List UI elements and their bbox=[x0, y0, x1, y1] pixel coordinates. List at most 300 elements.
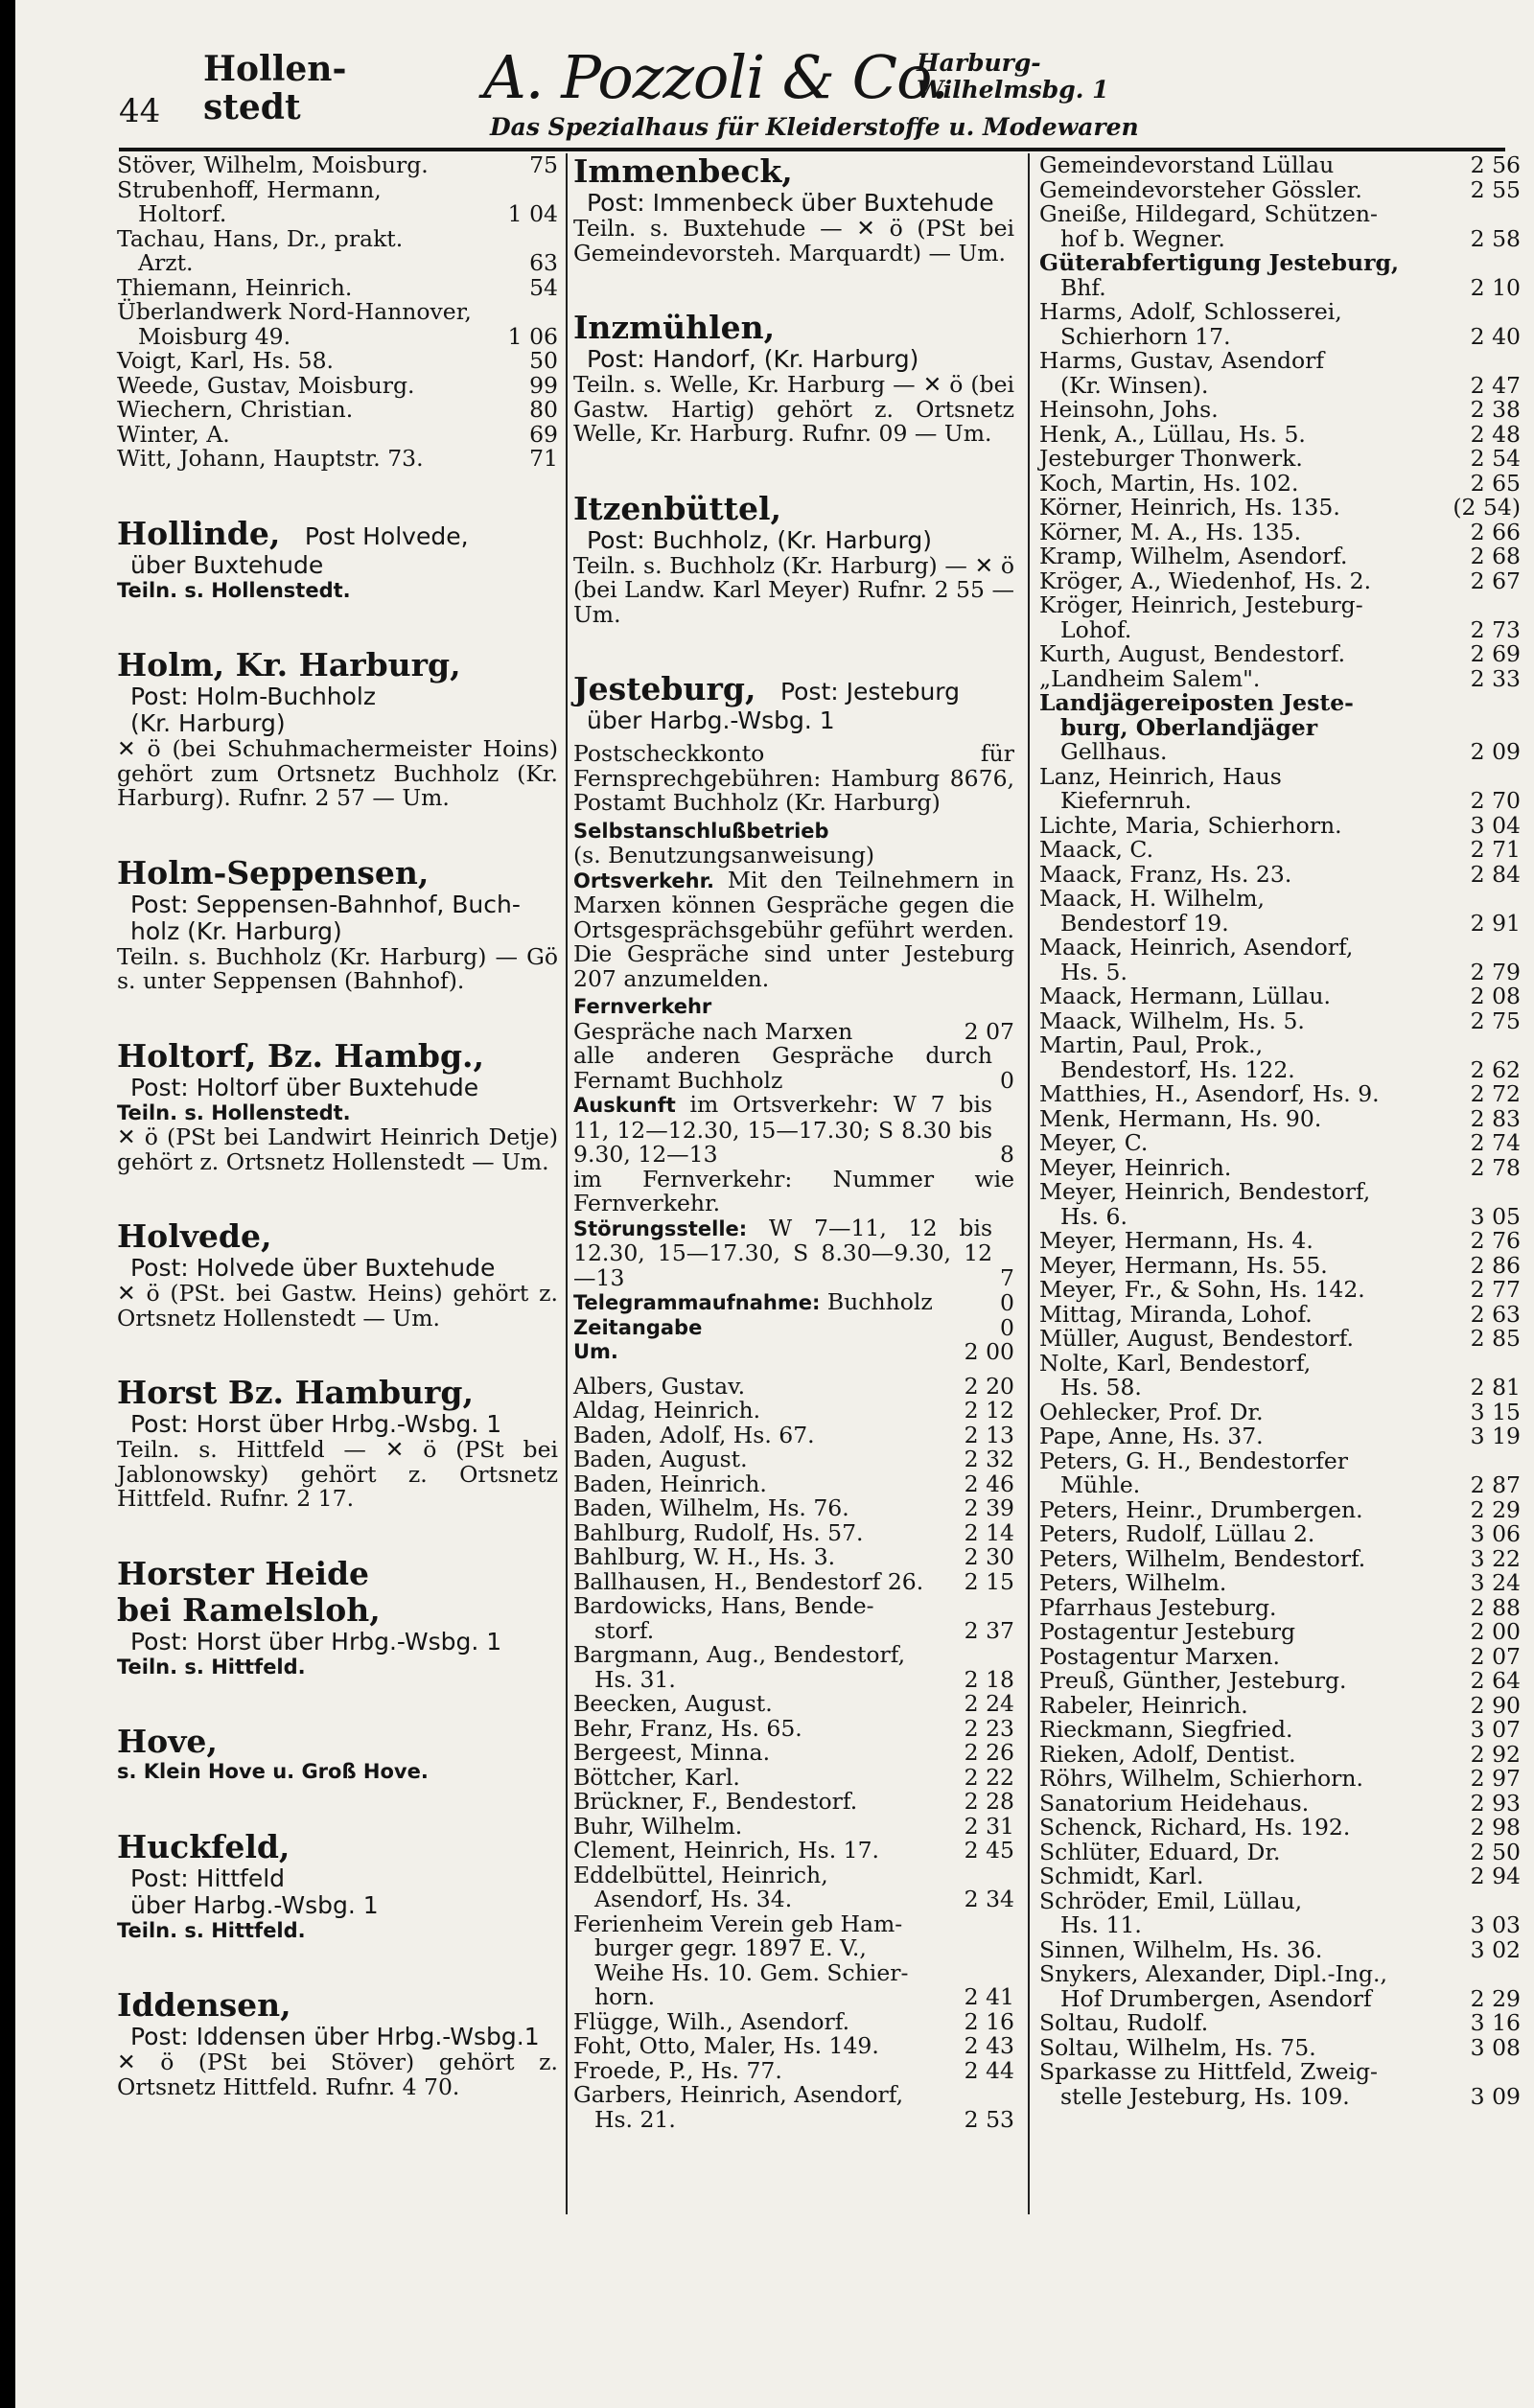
subscriber-name: Wiechern, Christian. bbox=[117, 396, 354, 423]
subscriber-name: Soltau, Wilhelm, Hs. 75. bbox=[1039, 2033, 1316, 2061]
subscriber-name: Schröder, Emil, Lüllau, bbox=[1039, 1887, 1303, 1914]
subscriber-name: Peters, Heinr., Drumbergen. bbox=[1039, 1495, 1363, 1523]
subscriber-entry bbox=[573, 1421, 1014, 1448]
subscriber-name: Matthies, H., Asendorf, Hs. 9. bbox=[1039, 1080, 1380, 1107]
phone-number: 2 74 bbox=[1470, 1129, 1521, 1156]
subscriber-name: Kramp, Wilhelm, Asendorf. bbox=[1039, 543, 1348, 569]
subscriber-name: Rabeler, Heinrich. bbox=[1039, 1691, 1248, 1719]
subscriber-entry bbox=[573, 2083, 1014, 2132]
subscriber-entry bbox=[1039, 811, 1521, 839]
phone-number: 2 10 bbox=[1470, 273, 1521, 301]
subscriber-name: Ballhausen, H., Bendestorf 26. bbox=[573, 1567, 924, 1595]
exchange-note: Teiln. s. Buchholz (Kr. Harburg) — Gö s. unter Seppensen (Bahnhof). bbox=[117, 942, 558, 994]
subscriber-entry bbox=[1039, 1300, 1521, 1328]
exchange-note: ✕ ö (PSt bei Landwirt Heinrich Detje) gehört z. Ortsnetz Hollenstedt — Um. bbox=[117, 1123, 558, 1175]
post-info-2: über Harbg.-Wsbg. 1 bbox=[130, 1890, 379, 1919]
subscriber-entry bbox=[573, 1692, 1014, 1717]
subscriber-name: Eddelbüttel, Heinrich, bbox=[573, 1861, 828, 1888]
subscriber-entry bbox=[573, 1763, 1014, 1791]
subscriber-name: Tachau, Hans, Dr., prakt. bbox=[117, 224, 404, 252]
subscriber-entry bbox=[117, 224, 558, 276]
subscriber-entry bbox=[1039, 1349, 1521, 1401]
subscriber-entry bbox=[1039, 1278, 1521, 1303]
place-line-1: Hollen- bbox=[203, 49, 347, 89]
phone-number: 2 32 bbox=[964, 1446, 1014, 1472]
subscriber-entry bbox=[573, 1372, 1014, 1400]
advert-brand: A. Pozzoli & Co. bbox=[483, 42, 949, 112]
phone-number: 3 22 bbox=[1470, 1544, 1521, 1572]
advert-tagline: Das Spezialhaus für Kleiderstoffe u. Modewaren bbox=[490, 113, 1139, 141]
subscriber-entry bbox=[573, 1545, 1014, 1570]
subscriber-entry bbox=[1039, 1691, 1521, 1719]
exchange-note: ✕ ö (PSt. bei Gastw. Heins) gehört z. Ortsnetz Hollenstedt — Um. bbox=[117, 1280, 558, 1331]
subscriber-entry bbox=[1039, 175, 1521, 203]
subscriber-entry bbox=[1039, 593, 1521, 642]
post-info-2: über Harbg.-Wsbg. 1 bbox=[587, 706, 835, 734]
post-info-2: über Buxtehude bbox=[130, 550, 324, 579]
advert-address-line-1: Harburg- bbox=[917, 49, 1041, 77]
advert-address-line-2: Wilhelmsbg. 1 bbox=[917, 76, 1109, 104]
entry-holvede bbox=[117, 1218, 558, 1331]
phone-number: 2 98 bbox=[1470, 1814, 1521, 1841]
subscriber-name: Behr, Franz, Hs. 65. bbox=[573, 1714, 802, 1742]
subscriber-name: Mittag, Miranda, Lohof. bbox=[1039, 1300, 1313, 1328]
phone-number: 2 85 bbox=[1470, 1325, 1521, 1352]
column-divider-2 bbox=[1028, 153, 1030, 2214]
subscriber-entry bbox=[1039, 1449, 1521, 1498]
post-info: Post: Holtorf über Buxtehude bbox=[130, 1073, 479, 1101]
subscriber-name: Hs. 21. bbox=[594, 2105, 676, 2133]
subscriber-name: Sparkasse zu Hittfeld, Zweig- bbox=[1039, 2058, 1378, 2085]
subscriber-name: Böttcher, Karl. bbox=[573, 1763, 740, 1791]
phone-number: 2 58 bbox=[1470, 224, 1521, 252]
subscriber-name: Hof Drumbergen, Asendorf bbox=[1060, 1984, 1372, 2012]
subscriber-note: Teiln. s. Hittfeld. bbox=[117, 1655, 306, 1679]
subscriber-entry bbox=[117, 273, 558, 301]
phone-number: 2 62 bbox=[1470, 1055, 1521, 1083]
subscriber-name: Heinsohn, Johs. bbox=[1039, 396, 1219, 423]
zeitangabe-row: Zeitangabe 0 bbox=[573, 1313, 1014, 1341]
subscriber-entry bbox=[1039, 569, 1521, 594]
subscriber-name: Kröger, A., Wiedenhof, Hs. 2. bbox=[1039, 567, 1372, 594]
subscriber-name: Witt, Johann, Hauptstr. 73. bbox=[117, 445, 424, 472]
place-name: Iddensen, bbox=[117, 1986, 291, 2024]
subscriber-name: Müller, August, Bendestorf. bbox=[1039, 1325, 1354, 1352]
subscriber-entry bbox=[1039, 838, 1521, 863]
phone-number: 2 26 bbox=[964, 1739, 1014, 1766]
subscriber-name: Körner, Heinrich, Hs. 135. bbox=[1039, 494, 1340, 521]
subscriber-name: burg, Oberlandjäger bbox=[1060, 713, 1318, 741]
phone-number: 99 bbox=[529, 371, 558, 399]
phone-number: 2 53 bbox=[964, 2105, 1014, 2133]
phone-number: 71 bbox=[529, 445, 558, 472]
subscriber-entry bbox=[573, 1594, 1014, 1643]
phone-number: 80 bbox=[529, 396, 558, 423]
subscriber-entry bbox=[1039, 1740, 1521, 1768]
phone-number: 3 02 bbox=[1470, 1935, 1521, 1963]
phone-number: 3 24 bbox=[1470, 1569, 1521, 1596]
subscriber-name: Kurth, August, Bendestorf. bbox=[1039, 640, 1346, 667]
subscriber-entry bbox=[1039, 1642, 1521, 1670]
exchange-note: ✕ ö (bei Schuhmachermeister Hoins) gehört zum Ortsnetz Buchholz (Kr. Harburg). Rufnr. 2 57 — Um. bbox=[117, 735, 558, 811]
phone-number: 2 43 bbox=[964, 2032, 1014, 2059]
subscriber-name: Lohof. bbox=[1060, 615, 1132, 643]
subscriber-entry bbox=[573, 1839, 1014, 1864]
subscriber-entry bbox=[1039, 1229, 1521, 1254]
subscriber-name: Pfarrhaus Jesteburg. bbox=[1039, 1593, 1277, 1621]
subscriber-name: Beecken, August. bbox=[573, 1690, 773, 1717]
phone-number: 2 28 bbox=[964, 1788, 1014, 1815]
subscriber-name: Kröger, Heinrich, Jesteburg- bbox=[1039, 591, 1363, 618]
subscriber-name: Strubenhoff, Hermann, bbox=[117, 175, 382, 203]
phone-number: 3 07 bbox=[1470, 1716, 1521, 1743]
subscriber-entry bbox=[573, 1518, 1014, 1546]
column-divider-1 bbox=[566, 153, 568, 2214]
selbstanschluss-text: (s. Benutzungsanweisung) bbox=[573, 842, 875, 868]
phone-number: 2 90 bbox=[1470, 1691, 1521, 1719]
subscriber-name: Martin, Paul, Prok., bbox=[1039, 1031, 1264, 1058]
phone-number: 2 23 bbox=[964, 1714, 1014, 1742]
um-row: Um. 2 00 bbox=[573, 1338, 1014, 1365]
fernverkehr-title: Fernverkehr bbox=[573, 995, 712, 1018]
place-heading bbox=[203, 50, 346, 127]
phone-number: 2 69 bbox=[1470, 640, 1521, 667]
subscriber-entry bbox=[573, 2056, 1014, 2084]
phone-number: 2 56 bbox=[1470, 151, 1521, 178]
subscriber-entry bbox=[1039, 1153, 1521, 1181]
subscriber-name: Rieken, Adolf, Dentist. bbox=[1039, 1740, 1296, 1768]
phone-number: 2 55 bbox=[1470, 175, 1521, 203]
phone-number: 2 22 bbox=[964, 1763, 1014, 1791]
subscriber-name: Clement, Heinrich, Hs. 17. bbox=[573, 1837, 880, 1864]
subscriber-entry bbox=[573, 1790, 1014, 1815]
page-number: 44 bbox=[119, 92, 161, 130]
phone-number: 2 50 bbox=[1470, 1838, 1521, 1865]
subscriber-note: Teiln. s. Hollenstedt. bbox=[117, 1100, 351, 1124]
subscriber-name: Hs. 11. bbox=[1060, 1911, 1142, 1938]
phone-number: 63 bbox=[529, 249, 558, 276]
subscriber-name: Arzt. bbox=[138, 249, 194, 276]
entry-hove bbox=[117, 1724, 558, 1785]
post-info: Post: Holm-Buchholz bbox=[130, 683, 376, 710]
subscriber-entry bbox=[1039, 1571, 1521, 1596]
phone-number: 3 04 bbox=[1470, 811, 1521, 839]
subscriber-name: Meyer, C. bbox=[1039, 1129, 1149, 1156]
subscriber-name: Froede, P., Hs. 77. bbox=[573, 2056, 782, 2084]
phone-number: 2 33 bbox=[1470, 664, 1521, 692]
subscriber-name: Henk, A., Lüllau, Hs. 5. bbox=[1039, 420, 1306, 448]
stoerungsstelle-row: Störungsstelle: W 7—11, 12 bis 12.30, 15—17.30, S 8.30—9.30, 12—13 7 bbox=[573, 1214, 1014, 1291]
subscriber-name: Garbers, Heinrich, Asendorf, bbox=[573, 2081, 904, 2108]
phone-number: 2 75 bbox=[1470, 1007, 1521, 1034]
place-name: Immenbeck, bbox=[573, 152, 793, 190]
subscriber-entry bbox=[573, 1567, 1014, 1595]
phone-number: 2 93 bbox=[1470, 1789, 1521, 1817]
subscriber-name: (Kr. Winsen). bbox=[1060, 371, 1209, 399]
phone-number: 2 15 bbox=[964, 1567, 1014, 1595]
column-2 bbox=[573, 153, 1014, 2132]
place-name: Inzmühlen, bbox=[573, 309, 776, 346]
subscriber-name: burger gegr. 1897 E. V., bbox=[594, 1934, 867, 1961]
phone-number: 2 30 bbox=[964, 1543, 1014, 1570]
subscriber-entry bbox=[1039, 1180, 1521, 1229]
subscriber-entry bbox=[573, 1741, 1014, 1766]
subscriber-name: Aldag, Heinrich. bbox=[573, 1397, 761, 1424]
phone-number: 2 70 bbox=[1470, 787, 1521, 814]
phone-number: 2 46 bbox=[964, 1470, 1014, 1497]
phone-number: 2 79 bbox=[1470, 958, 1521, 985]
phone-number: 2 18 bbox=[964, 1665, 1014, 1693]
phone-number: 2 72 bbox=[1470, 1080, 1521, 1107]
subscriber-entry bbox=[1039, 1962, 1521, 2011]
subscriber-name: Postagentur Jesteburg bbox=[1039, 1618, 1296, 1645]
subscriber-entry bbox=[1039, 1251, 1521, 1279]
subscriber-name: Gemeindevorsteher Gössler. bbox=[1039, 175, 1362, 203]
subscriber-name: Baden, Adolf, Hs. 67. bbox=[573, 1421, 815, 1448]
subscriber-name: Körner, M. A., Hs. 135. bbox=[1039, 518, 1302, 545]
phone-number: 2 39 bbox=[964, 1494, 1014, 1521]
place-name: Hollinde, bbox=[117, 514, 281, 552]
phone-number: 2 84 bbox=[1470, 860, 1521, 888]
phone-number: 3 06 bbox=[1470, 1520, 1521, 1547]
subscriber-entry bbox=[1039, 1889, 1521, 1938]
subscriber-entry bbox=[573, 1912, 1014, 2010]
subscriber-name: Maack, Heinrich, Asendorf, bbox=[1039, 934, 1354, 961]
subscriber-entry bbox=[1039, 420, 1521, 448]
subscriber-name: Sinnen, Wilhelm, Hs. 36. bbox=[1039, 1935, 1323, 1963]
subscriber-entry bbox=[1039, 1935, 1521, 1963]
subscriber-name: Bahlburg, Rudolf, Hs. 57. bbox=[573, 1518, 864, 1546]
subscriber-name: Maack, Wilhelm, Hs. 5. bbox=[1039, 1007, 1305, 1034]
subscriber-entry bbox=[1039, 936, 1521, 984]
subscriber-name: Bendestorf 19. bbox=[1060, 909, 1229, 937]
post-info-2: (Kr. Harburg) bbox=[130, 709, 286, 737]
phone-number: 2 77 bbox=[1470, 1276, 1521, 1303]
phone-number: 2 20 bbox=[964, 1372, 1014, 1400]
fernverkehr-row-2: alle anderen Gespräche durch Fernamt Buchholz 0 bbox=[573, 1042, 1014, 1094]
subscriber-name: Sanatorium Heidehaus. bbox=[1039, 1789, 1310, 1817]
place-name: Huckfeld, bbox=[117, 1827, 291, 1865]
phone-number: 2 08 bbox=[1470, 983, 1521, 1009]
exchange-note: Teiln. s. Hittfeld — ✕ ö (PSt bei Jablonowsky) gehört z. Ortsnetz Hittfeld. Rufnr. 2 17. bbox=[117, 1436, 558, 1512]
subscriber-name: Lanz, Heinrich, Haus bbox=[1039, 762, 1282, 790]
subscriber-name: Maack, C. bbox=[1039, 836, 1154, 863]
subscriber-entry bbox=[1039, 1424, 1521, 1449]
phone-number: 2 94 bbox=[1470, 1863, 1521, 1889]
subscriber-name: Menk, Hermann, Hs. 90. bbox=[1039, 1104, 1322, 1132]
phone-number: 2 45 bbox=[964, 1837, 1014, 1864]
subscriber-name: Baden, August. bbox=[573, 1446, 748, 1472]
subscriber-name: Harms, Adolf, Schlosserei, bbox=[1039, 298, 1342, 325]
entry-holm-seppensen bbox=[117, 855, 558, 994]
subscriber-name: Ferienheim Verein geb Ham- bbox=[573, 1910, 903, 1937]
post-info: Post: Seppensen-Bahnhof, Buch- bbox=[130, 890, 521, 918]
subscriber-name: Bhf. bbox=[1060, 273, 1106, 301]
subscriber-name: Meyer, Hermann, Hs. 4. bbox=[1039, 1227, 1313, 1254]
subscriber-name: Schenck, Richard, Hs. 192. bbox=[1039, 1814, 1351, 1841]
subscriber-name: Peters, G. H., Bendestorfer bbox=[1039, 1447, 1349, 1474]
subscriber-entry bbox=[1039, 642, 1521, 667]
subscriber-entry bbox=[1039, 1718, 1521, 1743]
subscriber-entry bbox=[1039, 153, 1521, 178]
subscriber-entry bbox=[573, 1861, 1014, 1912]
phone-number: 2 00 bbox=[1470, 1618, 1521, 1645]
subscriber-name: Meyer, Hermann, Hs. 55. bbox=[1039, 1251, 1328, 1279]
subscriber-name: Bendestorf, Hs. 122. bbox=[1060, 1055, 1295, 1083]
subscriber-entry bbox=[1039, 1495, 1521, 1523]
phone-number: 3 05 bbox=[1470, 1202, 1521, 1230]
subscriber-name: Bahlburg, W. H., Hs. 3. bbox=[573, 1543, 836, 1570]
place-name: Holm-Seppensen, bbox=[117, 853, 430, 891]
subscriber-name: Weihe Hs. 10. Gem. Schier- bbox=[594, 1958, 909, 1986]
subscriber-name: Koch, Martin, Hs. 102. bbox=[1039, 469, 1299, 497]
phone-number: 50 bbox=[529, 347, 558, 374]
entry-huckfeld bbox=[117, 1829, 558, 1944]
entry-hollinde bbox=[117, 516, 558, 604]
subscriber-name: Stöver, Wilhelm, Moisburg. bbox=[117, 151, 429, 178]
phone-number: 3 16 bbox=[1470, 2009, 1521, 2036]
entry-horster-heide bbox=[117, 1556, 558, 1680]
subscriber-name: Röhrs, Wilhelm, Schierhorn. bbox=[1039, 1765, 1363, 1792]
subscriber-entry bbox=[1039, 349, 1521, 398]
auskunft-row: Auskunft im Ortsverkehr: W 7 bis 11, 12—12.30, 15—17.30; S 8.30 bis 9.30, 12—13 8 bbox=[573, 1091, 1014, 1168]
subscriber-name: Güterabfertigung Jesteburg, bbox=[1039, 249, 1400, 276]
phone-number: 54 bbox=[529, 273, 558, 301]
subscriber-entry bbox=[1039, 1544, 1521, 1572]
jesteburg-subscribers-continued bbox=[1039, 153, 1521, 2109]
subscriber-name: Maack, Hermann, Lüllau. bbox=[1039, 983, 1331, 1009]
subscriber-entry bbox=[1039, 544, 1521, 569]
postscheck-note: Postscheckkonto für Fernsprechgebühren: Hamburg 8676, Postamt Buchholz (Kr. Harburg) bbox=[573, 740, 1014, 816]
phone-number: 3 09 bbox=[1470, 2082, 1521, 2110]
subscriber-name: Meyer, Heinrich, Bendestorf, bbox=[1039, 1178, 1371, 1205]
subscriber-name: horn. bbox=[594, 1983, 656, 2010]
subscriber-entry bbox=[1039, 1082, 1521, 1107]
entry-horst bbox=[117, 1375, 558, 1512]
subscriber-entry bbox=[573, 1447, 1014, 1472]
subscriber-name: Flügge, Wilh., Asendorf. bbox=[573, 2007, 850, 2035]
subscriber-entry bbox=[573, 2034, 1014, 2059]
subscriber-name: Baden, Heinrich. bbox=[573, 1470, 767, 1497]
subscriber-entry bbox=[1039, 2033, 1521, 2061]
subscriber-entry bbox=[1039, 691, 1521, 765]
phone-number: 2 68 bbox=[1470, 543, 1521, 569]
place-name: Itzenbüttel, bbox=[573, 489, 781, 527]
phone-number: 2 76 bbox=[1470, 1227, 1521, 1254]
subscriber-entry bbox=[1039, 202, 1521, 251]
subscriber-name: storf. bbox=[594, 1616, 655, 1644]
subscriber-entry bbox=[117, 153, 558, 178]
hollenstedt-subscribers bbox=[117, 153, 558, 472]
subscriber-entry bbox=[1039, 469, 1521, 497]
subscriber-entry bbox=[1039, 1789, 1521, 1817]
phone-number: 2 91 bbox=[1470, 909, 1521, 937]
place-line-2: stedt bbox=[203, 87, 301, 127]
post-info: Post: Hittfeld bbox=[130, 1864, 286, 1892]
phone-number: 3 19 bbox=[1470, 1423, 1521, 1449]
column-1 bbox=[117, 153, 558, 2099]
subscriber-name: Winter, A. bbox=[117, 420, 230, 448]
subscriber-name: Jesteburger Thonwerk. bbox=[1039, 445, 1303, 472]
subscriber-entry bbox=[1039, 1620, 1521, 1645]
subscriber-name: Meyer, Fr., & Sohn, Hs. 142. bbox=[1039, 1276, 1365, 1303]
advert-address bbox=[917, 50, 1109, 104]
subscriber-name: Baden, Wilhelm, Hs. 76. bbox=[573, 1494, 849, 1521]
subscriber-name: Hs. 6. bbox=[1060, 1202, 1127, 1230]
subscriber-entry bbox=[1039, 762, 1521, 814]
subscriber-name: Nolte, Karl, Bendestorf, bbox=[1039, 1349, 1312, 1377]
subscriber-name: Mühle. bbox=[1060, 1471, 1141, 1498]
subscriber-entry bbox=[1039, 1864, 1521, 1889]
subscriber-entry bbox=[117, 371, 558, 399]
subscriber-name: Hs. 58. bbox=[1060, 1374, 1142, 1401]
subscriber-name: Überlandwerk Nord-Hannover, bbox=[117, 298, 472, 325]
subscriber-name: Moisburg 49. bbox=[138, 322, 291, 350]
subscriber-name: Oehlecker, Prof. Dr. bbox=[1039, 1398, 1264, 1425]
phone-number: 2 47 bbox=[1470, 371, 1521, 399]
phone-number: 2 88 bbox=[1470, 1593, 1521, 1621]
subscriber-entry bbox=[1039, 1669, 1521, 1694]
post-info: Post: Holvede über Buxtehude bbox=[130, 1254, 496, 1282]
subscriber-name: Pape, Anne, Hs. 37. bbox=[1039, 1423, 1264, 1449]
phone-number: 2 65 bbox=[1470, 469, 1521, 497]
subscriber-name: Kiefernruh. bbox=[1060, 787, 1192, 814]
place-name: Jesteburg, bbox=[573, 670, 756, 707]
exchange-note: Teiln. s. Hollenstedt. bbox=[117, 578, 351, 602]
subscriber-name: Gneiße, Hildegard, Schützen- bbox=[1039, 200, 1378, 227]
entry-iddensen bbox=[117, 1987, 558, 2099]
subscriber-entry bbox=[1039, 518, 1521, 545]
subscriber-name: Preuß, Günther, Jesteburg. bbox=[1039, 1667, 1347, 1694]
phone-number: 1 06 bbox=[507, 322, 558, 350]
place-name-2: bei Ramelsloh, bbox=[117, 1590, 381, 1629]
subscriber-name: Soltau, Rudolf. bbox=[1039, 2009, 1209, 2036]
subscriber-entry bbox=[573, 2007, 1014, 2035]
subscriber-name: Bardowicks, Hans, Bende- bbox=[573, 1592, 874, 1619]
subscriber-name: Gemeindevorstand Lüllau bbox=[1039, 151, 1335, 178]
phone-number: 2 09 bbox=[1470, 738, 1521, 765]
subscriber-entry bbox=[1039, 664, 1521, 692]
phone-number: 2 63 bbox=[1470, 1300, 1521, 1328]
subscriber-entry bbox=[117, 175, 558, 227]
entry-holm bbox=[117, 647, 558, 811]
subscriber-entry bbox=[1039, 1131, 1521, 1156]
phone-number: (2 54) bbox=[1453, 494, 1521, 521]
subscriber-name: Meyer, Heinrich. bbox=[1039, 1153, 1232, 1181]
subscriber-entry bbox=[573, 1643, 1014, 1692]
place-name: Holvede, bbox=[117, 1217, 272, 1255]
subscriber-entry bbox=[1039, 1767, 1521, 1792]
ortsverkehr-text: Mit den Teilnehmern in Marxen können Gespräche gegen die Ortsgesprächsgebühr geführt werden. Die Gespräche sind unter Jesteburg 207 anzumelden. bbox=[573, 866, 1014, 992]
subscriber-entry bbox=[1039, 398, 1521, 423]
phone-number: 2 92 bbox=[1470, 1740, 1521, 1768]
subscriber-entry bbox=[1039, 496, 1521, 521]
subscriber-entry bbox=[573, 1714, 1014, 1742]
subscriber-name: Buhr, Wilhelm. bbox=[573, 1812, 743, 1840]
jesteburg-subscribers bbox=[573, 1372, 1014, 2133]
subscriber-name: Harms, Gustav, Asendorf bbox=[1039, 347, 1325, 374]
subscriber-name: Weede, Gustav, Moisburg. bbox=[117, 371, 415, 399]
entry-inzmuehlen bbox=[573, 310, 1014, 447]
subscriber-name: Bargmann, Aug., Bendestorf, bbox=[573, 1641, 906, 1668]
subscriber-name: Lichte, Maria, Schierhorn. bbox=[1039, 811, 1342, 839]
subscriber-entry bbox=[573, 1472, 1014, 1497]
subscriber-entry bbox=[1039, 1593, 1521, 1621]
ortsverkehr-title: Ortsverkehr. bbox=[573, 868, 714, 892]
entry-holtorf bbox=[117, 1038, 558, 1175]
post-info: Post: Buchholz, (Kr. Harburg) bbox=[587, 525, 932, 554]
place-name: Holm, Kr. Harburg, bbox=[117, 646, 461, 683]
